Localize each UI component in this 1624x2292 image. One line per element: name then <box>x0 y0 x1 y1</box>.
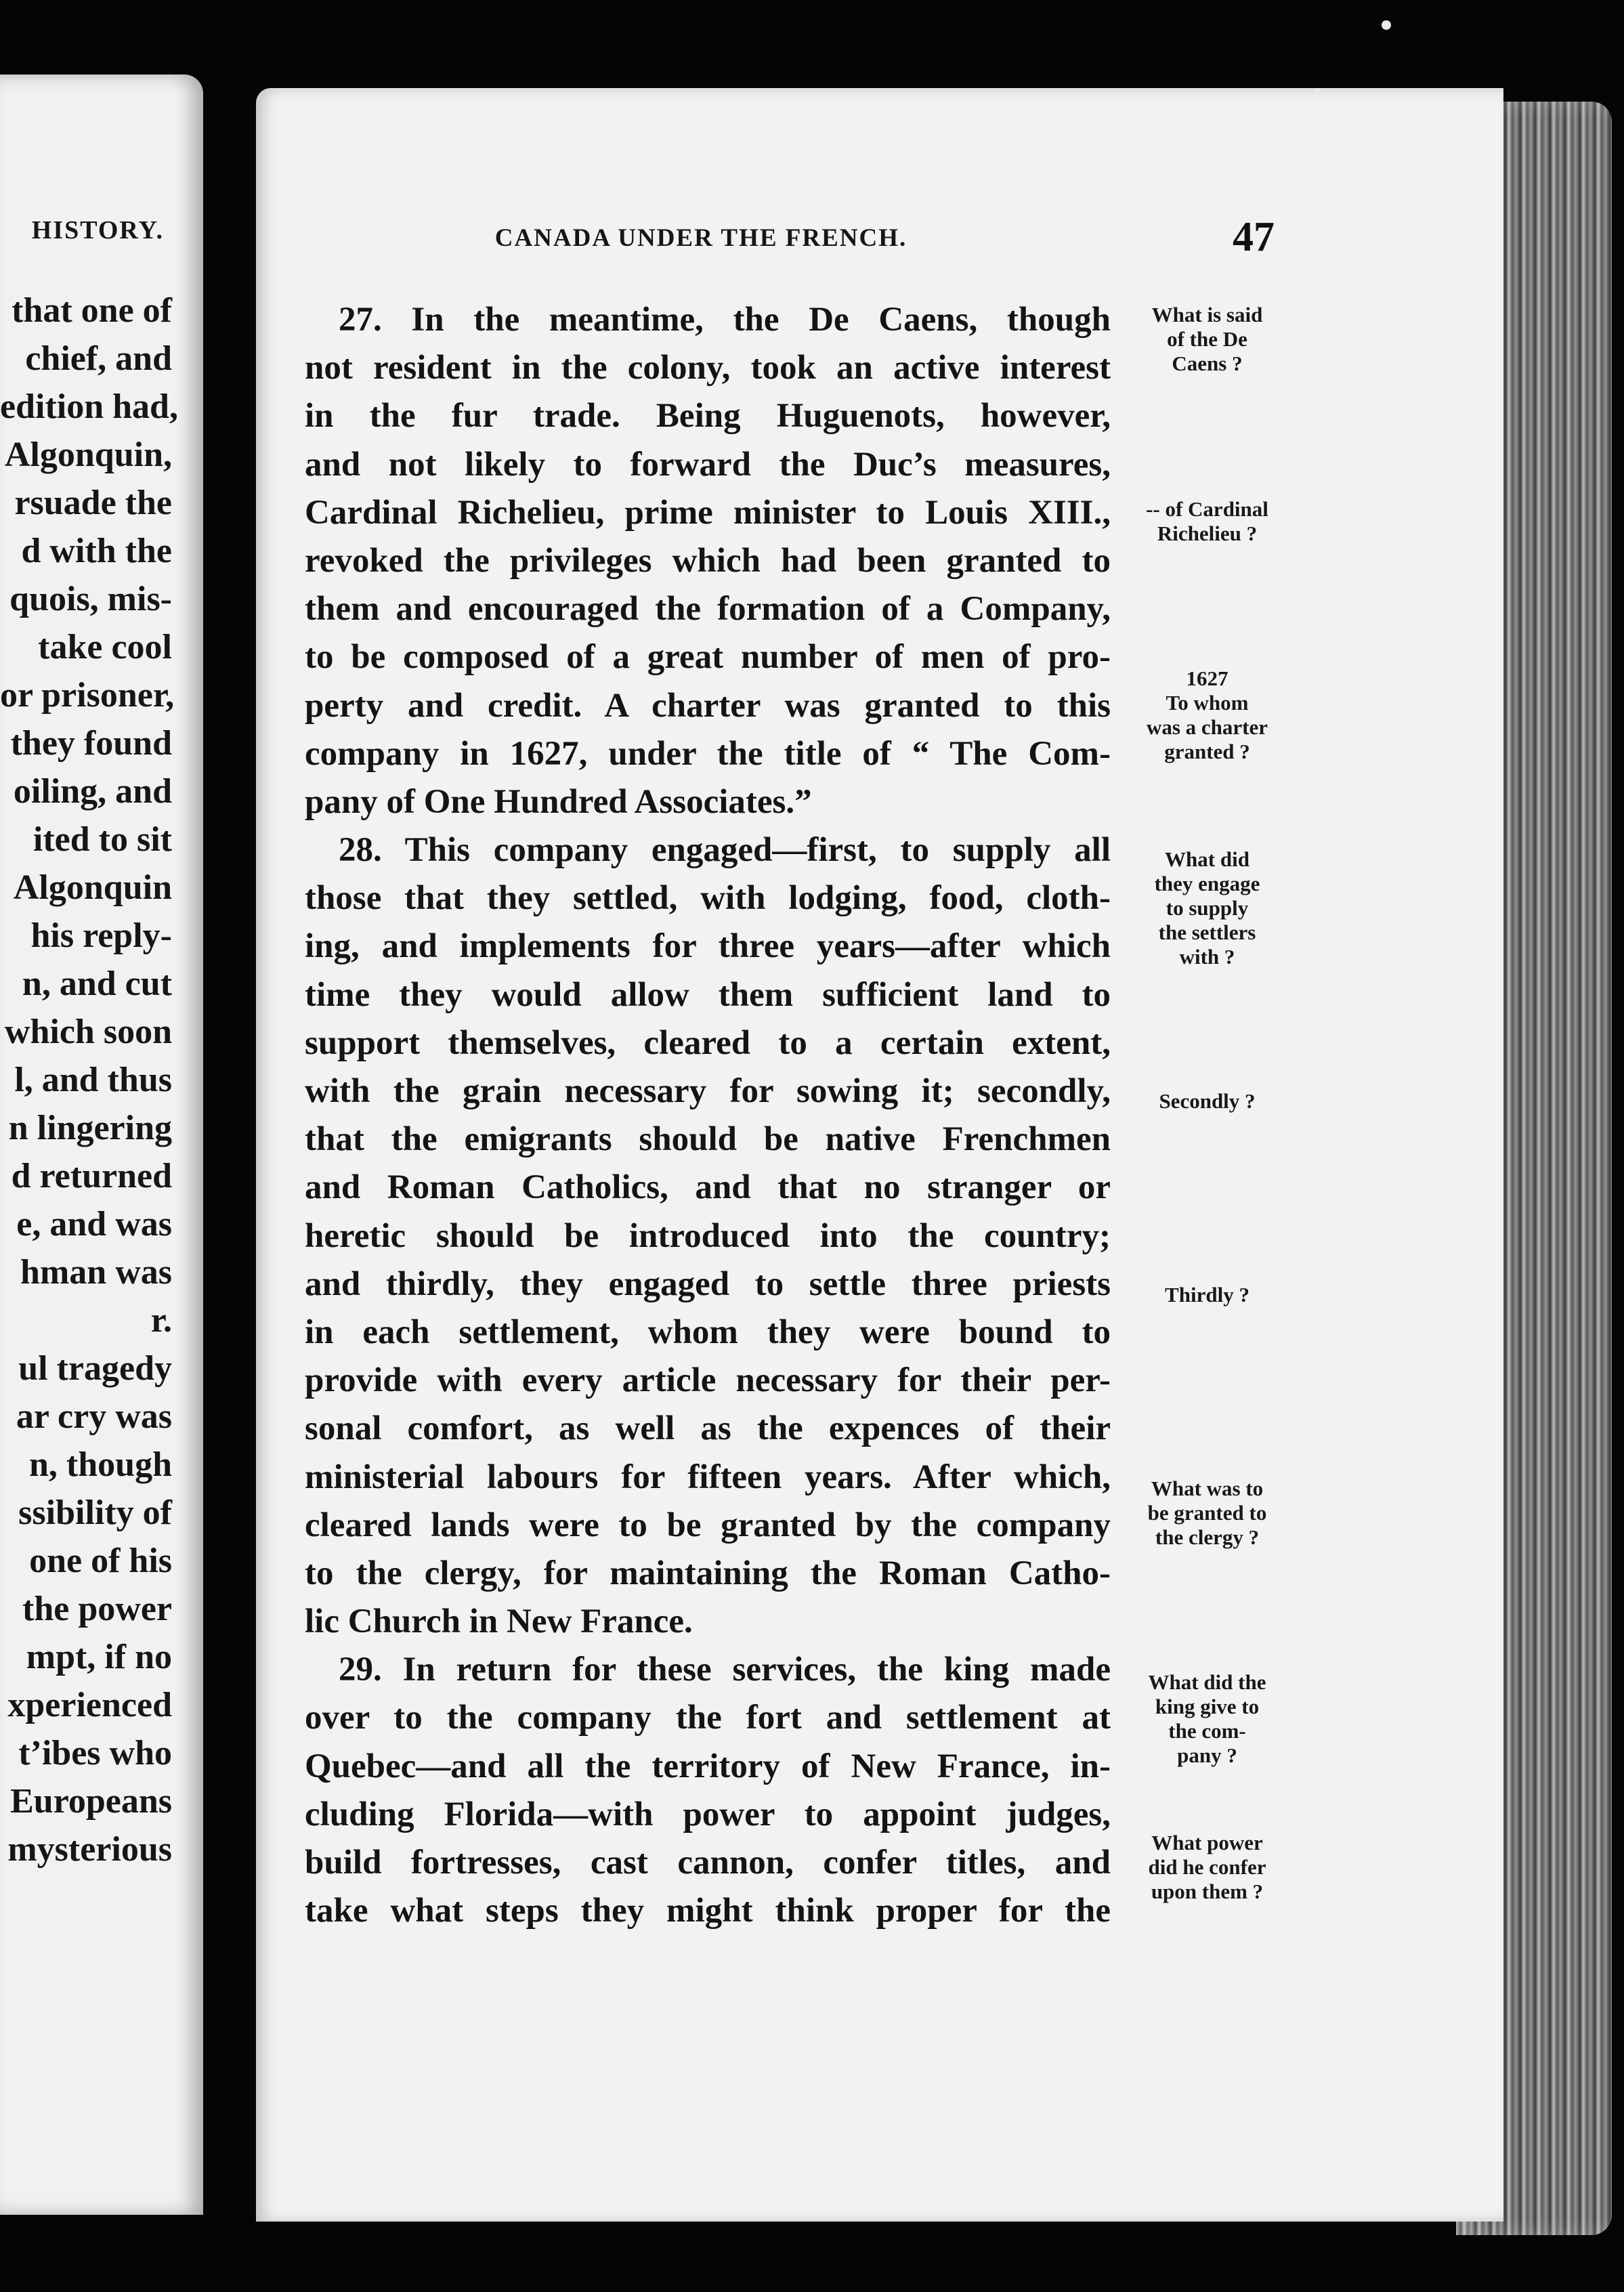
side-note-line: -- of Cardinal <box>1146 497 1268 521</box>
left-page-line: t’ibes who <box>18 1734 172 1773</box>
side-note-line: with ? <box>1179 945 1235 969</box>
side-note-power <box>1124 1831 1290 1904</box>
paragraph-line: ing, and implements for three years—after which <box>305 927 1111 966</box>
side-note-line: they engage <box>1154 872 1260 895</box>
left-page-line: take cool <box>38 628 172 666</box>
left-page-line: d with the <box>21 532 172 570</box>
left-page-line: ul tragedy <box>18 1349 172 1388</box>
page-number: 47 <box>1233 214 1275 260</box>
left-page-line: rsuade the <box>14 484 172 522</box>
paragraph-line: with the grain necessary for sowing it; secondly, <box>305 1072 1111 1110</box>
left-page-line: ited to sit <box>33 820 172 859</box>
paragraph-line: support themselves, cleared to a certain extent, <box>305 1023 1111 1062</box>
side-note-king <box>1124 1670 1290 1768</box>
left-page-line: Europeans <box>10 1782 172 1821</box>
left-page-line: n, and cut <box>22 964 172 1003</box>
left-page-line: edition had, <box>0 387 178 426</box>
paragraph-line: cleared lands were to be granted by the company <box>305 1506 1111 1544</box>
paragraph-line: and thirdly, they engaged to settle three priests <box>305 1265 1111 1303</box>
left-page-line: his reply- <box>30 916 172 955</box>
side-note-line: What was to <box>1151 1477 1264 1500</box>
side-note-line: upon them ? <box>1151 1880 1264 1903</box>
paragraph-line: revoked the privileges which had been granted to <box>305 541 1111 580</box>
paragraph-line: ministerial labours for fifteen years. After which, <box>305 1458 1111 1496</box>
left-page-line: they found <box>10 724 172 763</box>
paragraph-line: build fortresses, cast cannon, confer titles, and <box>305 1844 1111 1882</box>
paragraph-line: time they would allow them sufficient land to <box>305 975 1111 1014</box>
left-page-line: mpt, if no <box>26 1638 172 1676</box>
left-page-line: the power <box>22 1590 172 1628</box>
left-page-line: or prisoner, <box>0 676 175 715</box>
left-page-line: mysterious <box>7 1830 172 1869</box>
side-note-line: was a charter <box>1146 715 1268 739</box>
paragraph-line: company in 1627, under the title of “ The Com- <box>305 734 1111 773</box>
left-page-line: ssibility of <box>18 1493 172 1532</box>
left-page-line: quois, mis- <box>9 580 172 618</box>
paragraph-line: to the clergy, for maintaining the Roman Catho- <box>305 1554 1111 1592</box>
left-page-line: oiling, and <box>13 772 172 811</box>
left-page-line: n, though <box>29 1445 172 1484</box>
side-note-line: Richelieu ? <box>1157 522 1258 545</box>
paragraph-line: to be composed of a great number of men of pro- <box>305 638 1111 677</box>
side-note-charter <box>1124 666 1290 764</box>
side-note-line: 1627 <box>1186 666 1228 690</box>
paragraph-line: in each settlement, whom they were bound to <box>305 1313 1111 1351</box>
left-page-line: hman was <box>20 1253 172 1292</box>
paragraph-line: perty and credit. A charter was granted to this <box>305 686 1111 725</box>
left-page-line: e, and was <box>16 1205 172 1244</box>
paragraph-line: heretic should be introduced into the country; <box>305 1216 1111 1255</box>
paragraph-line: in the fur trade. Being Huguenots, however, <box>305 397 1111 436</box>
left-page-line: ar cry was <box>16 1397 172 1436</box>
side-note-secondly <box>1124 1089 1290 1113</box>
paper-speck <box>1382 20 1391 30</box>
paragraph-line: pany of One Hundred Associates.” <box>305 782 812 821</box>
left-page-line: that one of <box>12 291 172 330</box>
side-note-line: granted ? <box>1164 740 1250 763</box>
left-page-line: chief, and <box>25 339 172 378</box>
running-header: CANADA UNDER THE FRENCH. <box>494 224 907 252</box>
side-note-line: What did <box>1165 847 1249 871</box>
left-page-line: which soon <box>4 1013 172 1051</box>
side-note-line: the com- <box>1168 1719 1246 1743</box>
left-page-text <box>0 286 178 1873</box>
paragraph-line: sonal comfort, as well as the expences of their <box>305 1409 1111 1448</box>
side-note-line: of the De <box>1167 327 1247 351</box>
paragraph-line: those that they settled, with lodging, food, cloth- <box>305 879 1111 918</box>
left-page-line: Algonquin <box>13 868 172 907</box>
paragraph-line: 29. In return for these services, the king made <box>339 1651 1111 1689</box>
paragraph-line: Cardinal Richelieu, prime minister to Louis XIII., <box>305 493 1111 532</box>
paragraph-line: Quebec—and all the territory of New France, in- <box>305 1747 1111 1785</box>
left-page-line: one of his <box>29 1542 172 1580</box>
side-note-line: To whom <box>1166 691 1249 715</box>
left-page-line: d returned <box>11 1157 172 1195</box>
side-note-line: the settlers <box>1158 920 1256 944</box>
paragraph-line: cluding Florida—with power to appoint judges, <box>305 1795 1111 1833</box>
paragraph-line: take what steps they might think proper for the <box>305 1892 1111 1930</box>
side-note-line: to supply <box>1166 896 1249 920</box>
body-text <box>305 296 1111 1935</box>
left-page-line: l, and thus <box>14 1061 172 1099</box>
paragraph-line: lic Church in New France. <box>305 1603 693 1641</box>
side-note-line: king give to <box>1155 1695 1260 1718</box>
paragraph-line: 28. This company engaged—first, to supply all <box>339 831 1111 870</box>
side-note-line: pany ? <box>1177 1743 1237 1767</box>
side-note-line: the clergy ? <box>1155 1525 1260 1549</box>
left-page-header: HISTORY. <box>31 216 164 245</box>
paragraph-line: provide with every article necessary for their per- <box>305 1361 1111 1400</box>
side-note-line: Caens ? <box>1172 352 1243 375</box>
side-note-richelieu <box>1124 497 1290 546</box>
paragraph-line: 27. In the meantime, the De Caens, though <box>339 301 1111 339</box>
side-note-line: What is said <box>1151 303 1263 326</box>
paragraph-line: and Roman Catholics, and that no stranger or <box>305 1168 1111 1207</box>
side-note-thirdly <box>1124 1283 1290 1307</box>
paragraph-line: them and encouraged the formation of a Company, <box>305 590 1111 629</box>
side-note-de-caens <box>1124 303 1290 376</box>
side-note-engage <box>1124 847 1290 969</box>
paragraph-line: and not likely to forward the Duc’s measures, <box>305 445 1111 484</box>
left-page-line: r. <box>150 1301 172 1340</box>
left-page <box>0 75 203 2215</box>
paragraph-line: that the emigrants should be native Frenchmen <box>305 1120 1111 1159</box>
side-note-line: What power <box>1151 1831 1263 1854</box>
side-note-line: did he confer <box>1148 1855 1266 1879</box>
side-note-line: be granted to <box>1147 1501 1267 1525</box>
side-note-line: What did the <box>1148 1670 1266 1694</box>
paragraph-line: not resident in the colony, took an active interest <box>305 349 1111 387</box>
left-page-line: n lingering <box>8 1109 172 1147</box>
side-note-line: Thirdly ? <box>1165 1283 1249 1307</box>
left-page-line: Algonquin, <box>4 436 172 474</box>
side-note-clergy <box>1124 1477 1290 1550</box>
paper-speck <box>1314 88 1321 95</box>
side-note-line: Secondly ? <box>1159 1089 1256 1113</box>
left-page-line: xperienced <box>7 1686 172 1724</box>
paragraph-line: over to the company the fort and settlement at <box>305 1699 1111 1737</box>
